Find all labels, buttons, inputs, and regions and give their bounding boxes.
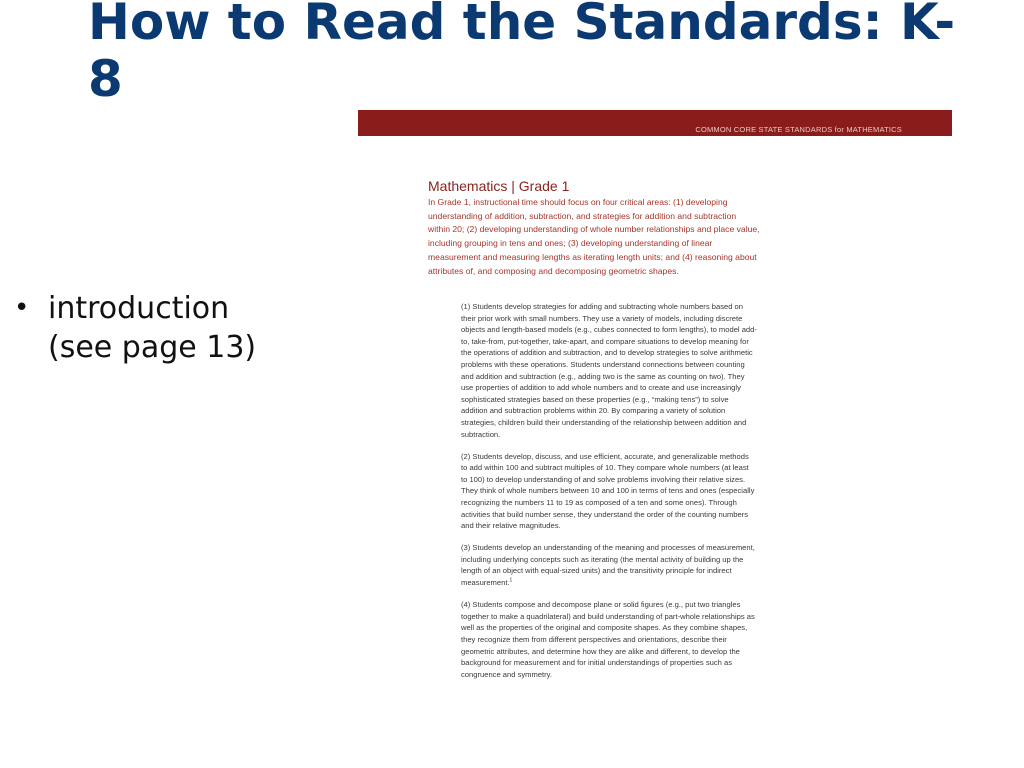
document-heading: Mathematics | Grade 1 [428, 178, 570, 194]
slide-title: How to Read the Standards: K-8 [88, 0, 956, 108]
document-banner-text: COMMON CORE STATE STANDARDS for MATHEMATICS [695, 125, 902, 134]
bullet-text: introduction (see page 13) [48, 291, 257, 365]
critical-area-paragraph-4: (4) Students compose and decompose plane or solid figures (e.g., put two triangles together to make a quadrilateral) and build understanding of part-whole relationships as well as the properties of the original and composite shapes. As they combine shapes, they recognize them from different perspectives and orientations, describe their geometric attributes, and determine how they are alike and different, to develop the background for measurement and for initial understandings of properties such as congruence and symmetry. [461, 600, 755, 679]
document-intro: In Grade 1, instructional time should focus on four critical areas: (1) developing understanding of addition, subtraction, and strategies for addition and subtraction within 20; (2) developing understanding of whole number relationships and place value, including grouping in tens and ones; (3) developing understanding of linear measurement and measuring lengths as iterating length units; and (4) reasoning about attributes of, and composing and decomposing geometric shapes. [428, 197, 760, 276]
document-body [461, 301, 757, 691]
bullet-list [14, 289, 334, 367]
critical-area-paragraph-3-text: (3) Students develop an understanding of the meaning and processes of measurement, including underlying concepts such as iterating (the mental activity of building up the length of an object with equal-sized units) and the transitivity principle for indirect measurement. [461, 543, 755, 588]
footnote-marker: 1 [509, 577, 513, 584]
critical-area-paragraph-1: (1) Students develop strategies for adding and subtracting whole numbers based on their prior work with small numbers. They use a variety of models, including discrete objects and length-based models (e.g., cubes connected to form lengths), to model add-to, take-from, put-together, take-apart, and compare situations to develop meaning for the operations of addition and subtraction, and to develop strategies to solve arithmetic problems with these operations. Students understand connections between counting and addition and subtraction (e.g., adding two is the same as counting on two). They use properties of addition to add whole numbers and to create and use increasingly sophisticated strategies based on these properties (e.g., “making tens”) to solve addition and subtraction problems within 20. By comparing a variety of solution strategies, children build their understanding of the relationship between addition and subtraction. [461, 302, 757, 439]
critical-area-paragraph-2: (2) Students develop, discuss, and use efficient, accurate, and generalizable methods to add within 100 and subtract multiples of 10. They compare whole numbers (at least to 100) to develop understanding of and solve problems involving their relative sizes. They think of whole numbers between 10 and 100 in terms of tens and ones (especially recognizing the numbers 11 to 19 as composed of a ten and some ones). Through activities that build number sense, they understand the order of the counting numbers and their relative magnitudes. [461, 451, 755, 531]
bullet-item [14, 289, 334, 367]
standards-document-image [358, 110, 952, 725]
critical-area-paragraph-3 [461, 542, 757, 588]
document-banner [358, 110, 952, 136]
bullet-dot-icon: • [14, 293, 30, 323]
